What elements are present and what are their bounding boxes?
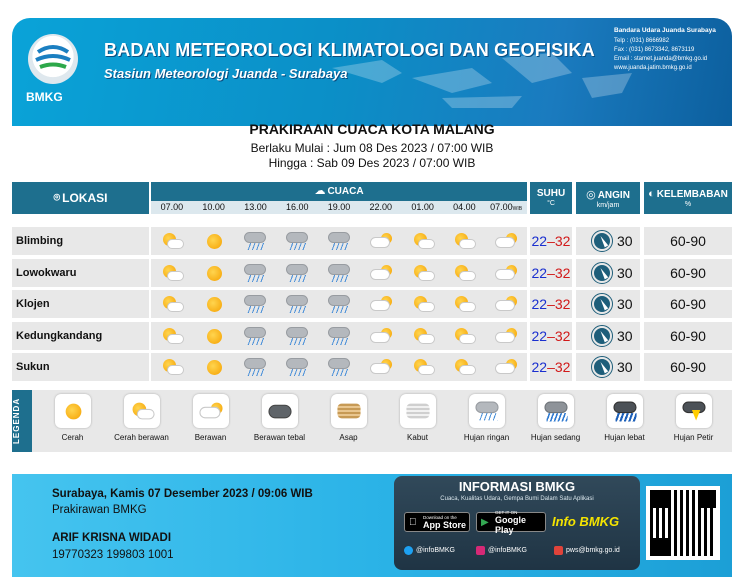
legend-item [383, 394, 452, 442]
hujan-ringan-icon [284, 357, 310, 377]
cerah-berawan-icon [159, 357, 185, 377]
time-slot: 07.00 [160, 202, 184, 212]
weather-cell [151, 322, 193, 350]
cerah-berawan-icon [159, 231, 185, 251]
weather-cell [402, 227, 444, 255]
weather-cell [318, 353, 360, 381]
weather-cell [318, 259, 360, 287]
weather-cell [485, 227, 527, 255]
twitter-link[interactable] [404, 546, 455, 555]
header-kelembaban-unit: % [684, 201, 692, 208]
row-kelembaban: 60-90 [644, 259, 732, 287]
legend-item-label: Hujan Petir [673, 433, 714, 442]
berawan-icon [368, 231, 394, 251]
table-row [12, 290, 732, 318]
legend-icon-box [193, 394, 229, 428]
weather-cell [151, 353, 193, 381]
legend-item [176, 394, 245, 442]
legend-icon-box [331, 394, 367, 428]
asap-icon [335, 401, 362, 422]
berawan-icon [197, 401, 224, 422]
legend-icon-box [607, 394, 643, 428]
weather-cell [360, 227, 402, 255]
row-lokasi: Lowokwaru [12, 259, 149, 287]
logo-text: BMKG [26, 90, 63, 104]
time-slot: 04.00 [453, 202, 476, 212]
apple-icon [409, 517, 417, 528]
row-kelembaban: 60-90 [644, 322, 732, 350]
row-weather [151, 353, 527, 381]
berawan-icon [368, 357, 394, 377]
contact-web: www.juanda.jatim.bmkg.go.id [614, 65, 692, 71]
legend-item [245, 394, 314, 442]
temp-min: 22 [531, 359, 548, 375]
forecaster-nip: 19770323 199803 1001 [52, 549, 174, 561]
hujan-ringan-icon [242, 263, 268, 283]
info-title: INFORMASI BMKG [458, 479, 576, 494]
weather-cell [485, 259, 527, 287]
hujan-ringan-icon [284, 263, 310, 283]
hujan-ringan-icon [242, 231, 268, 251]
legend-icon-box [538, 394, 574, 428]
table-row [12, 353, 732, 381]
legend-icon-box [469, 394, 505, 428]
temp-min: 22 [531, 264, 548, 281]
issued-date: Surabaya, Kamis 07 Desember 2023 / 09:06 WIB [52, 488, 313, 500]
legend-item-label: Cerah berawan [114, 433, 169, 442]
contact-email: Email : stamet.juanda@bmkg.go.id [614, 56, 708, 62]
weather-cell [151, 290, 193, 318]
weather-cell [151, 227, 193, 255]
weather-cell [235, 353, 277, 381]
forecaster-name: ARIF KRISNA WIDADI [52, 532, 172, 544]
weather-cell [443, 290, 485, 318]
header-suhu-label: SUHU [536, 188, 566, 199]
wind-speed: 30 [617, 264, 633, 281]
legend-item-label: Hujan ringan [463, 433, 510, 442]
cerah-berawan-icon [451, 263, 477, 283]
weather-cell [235, 259, 277, 287]
temp-max: 32 [554, 264, 571, 281]
compass-icon [592, 294, 612, 314]
header-kelembaban-label: KELEMBABAN [656, 189, 728, 200]
row-angin [576, 259, 640, 287]
kabut-icon [404, 401, 431, 422]
temp-max: 32 [554, 327, 571, 344]
hujan-petir-icon [680, 401, 707, 422]
wind-icon: ◎ [586, 189, 596, 201]
legend-item-label: Cerah [61, 433, 84, 442]
legend-icon-box [124, 394, 160, 428]
hujan-ringan-icon [326, 357, 352, 377]
cerah-icon [201, 231, 227, 251]
compass-icon [592, 326, 612, 346]
weather-cell [485, 353, 527, 381]
legend-item-label: Hujan sedang [530, 433, 581, 442]
row-angin [576, 227, 640, 255]
legend [12, 390, 732, 452]
footer [12, 474, 732, 577]
app-store-label: App Store [423, 519, 467, 530]
row-weather [151, 290, 527, 318]
play-icon: ▶ [481, 517, 489, 528]
weather-cell [360, 353, 402, 381]
app-store-badge[interactable] [404, 512, 470, 532]
google-play-badge[interactable] [476, 509, 546, 535]
time-slots [151, 201, 527, 214]
berawan-icon [493, 294, 519, 314]
weather-cell [360, 259, 402, 287]
weather-cell [485, 322, 527, 350]
row-weather [151, 322, 527, 350]
wind-speed: 30 [617, 296, 633, 312]
row-suhu: 22–32 [530, 259, 572, 287]
mail-icon [554, 546, 563, 555]
legend-item [38, 394, 107, 442]
weather-cell [402, 259, 444, 287]
berawan-icon [368, 263, 394, 283]
legend-icon-box [55, 394, 91, 428]
row-kelembaban: 60-90 [644, 353, 732, 381]
temp-max: 32 [554, 359, 571, 375]
instagram-link[interactable] [476, 546, 527, 555]
row-angin [576, 322, 640, 350]
weather-cell [318, 322, 360, 350]
cerah-berawan-icon [451, 357, 477, 377]
table-row [12, 322, 732, 350]
legend-item-label: Hujan lebat [604, 433, 645, 442]
temp-max: 32 [554, 296, 571, 312]
berawan-icon [493, 231, 519, 251]
weather-cell [276, 353, 318, 381]
weather-cell [402, 290, 444, 318]
header-cuaca [151, 182, 527, 214]
weather-cell [235, 227, 277, 255]
berawan-icon [493, 357, 519, 377]
legend-item-label: Berawan tebal [253, 433, 306, 442]
row-lokasi: Blimbing [12, 227, 149, 255]
hujan-ringan-icon [473, 401, 500, 422]
berawan-tebal-icon [266, 401, 293, 422]
time-slot: 19.00 [327, 202, 351, 212]
legend-items [38, 394, 732, 442]
humidity-icon: ◐ [648, 188, 655, 200]
berawan-icon [368, 294, 394, 314]
wind-speed: 30 [617, 233, 633, 249]
hujan-ringan-icon [326, 326, 352, 346]
contact-info [614, 26, 716, 73]
cerah-berawan-icon [159, 326, 185, 346]
legend-item [659, 394, 728, 442]
berawan-icon [493, 263, 519, 283]
qr-code [646, 486, 720, 560]
header-banner [12, 18, 732, 126]
cerah-berawan-icon [410, 326, 436, 346]
station-subtitle: Stasiun Meteorologi Juanda - Surabaya [104, 66, 348, 81]
header-suhu-unit: °C [547, 200, 555, 207]
contact-heading: Bandara Udara Juanda Surabaya [614, 27, 716, 34]
weather-cell [318, 227, 360, 255]
instagram-icon [476, 546, 485, 555]
header-cuaca-label: CUACA [327, 186, 364, 197]
row-angin [576, 353, 640, 381]
row-lokasi: Kedungkandang [12, 322, 149, 350]
weather-cell [402, 353, 444, 381]
info-bmkg-app-name: Info BMKG [552, 514, 620, 529]
weather-cell [402, 322, 444, 350]
cerah-berawan-icon [451, 231, 477, 251]
row-suhu: 22–32 [530, 322, 572, 350]
contact-telp: Telp : (031) 8666982 [614, 38, 670, 44]
temp-min: 22 [531, 296, 548, 312]
cerah-berawan-icon [410, 263, 436, 283]
legend-item-label: Berawan [194, 433, 227, 442]
email-link[interactable] [554, 546, 620, 555]
time-slot: 16.00 [285, 202, 309, 212]
legend-item [314, 394, 383, 442]
hujan-ringan-icon [284, 231, 310, 251]
forecast-title: PRAKIRAAN CUACA KOTA MALANG [249, 121, 495, 137]
google-play-label: Google Play [495, 514, 526, 535]
table-row [12, 227, 732, 255]
row-angin [576, 290, 640, 318]
cerah-berawan-icon [410, 357, 436, 377]
weather-cell [235, 290, 277, 318]
compass-icon [592, 357, 612, 377]
time-slot: 01.00 [411, 202, 434, 212]
legend-icon-box [400, 394, 436, 428]
google-play-small: GET IT ON [495, 509, 518, 515]
bmkg-logo [28, 34, 78, 84]
weather-cell [193, 322, 235, 350]
legend-icon-box [676, 394, 712, 428]
time-suffix: WIB [512, 206, 523, 212]
row-lokasi: Sukun [12, 353, 149, 381]
row-weather [151, 259, 527, 287]
legend-item [521, 394, 590, 442]
hujan-lebat-icon [611, 401, 638, 422]
weather-cell [318, 290, 360, 318]
weather-cell [443, 353, 485, 381]
hujan-ringan-icon [326, 263, 352, 283]
weather-cell [151, 259, 193, 287]
header-angin-unit: km/jam [596, 202, 620, 209]
hujan-ringan-icon [242, 294, 268, 314]
header-lokasi [12, 182, 149, 214]
weather-cell [443, 322, 485, 350]
row-kelembaban: 60-90 [644, 290, 732, 318]
weather-cell [276, 290, 318, 318]
cerah-icon [201, 294, 227, 314]
berawan-icon [368, 326, 394, 346]
time-slot: 13.00 [244, 202, 267, 212]
berawan-icon [493, 326, 519, 346]
weather-cell [443, 259, 485, 287]
legend-icon-box [262, 394, 298, 428]
location-pin-icon: ⌾ [53, 191, 61, 204]
row-kelembaban: 60-90 [644, 227, 732, 255]
row-suhu: 22–32 [530, 290, 572, 318]
temp-min: 22 [531, 233, 548, 249]
app-store-small: Download on the [423, 514, 457, 520]
row-weather [151, 227, 527, 255]
wind-speed: 30 [617, 359, 633, 375]
info-subtitle: Cuaca, Kualitas Udara, Gempa Bumi Dalam Satu Aplikasi [440, 496, 594, 502]
valid-from: Berlaku Mulai : Jum 08 Des 2023 / 07:00 WIB [250, 141, 494, 155]
twitter-handle: @infoBMKG [416, 547, 456, 554]
cerah-icon [201, 357, 227, 377]
weather-cell [360, 322, 402, 350]
weather-cell [276, 259, 318, 287]
temp-max: 32 [554, 233, 571, 249]
legend-label: LEGENDA [12, 390, 32, 452]
hujan-sedang-icon [542, 401, 569, 422]
compass-icon [592, 231, 612, 251]
cerah-icon [59, 401, 86, 422]
weather-cell [193, 353, 235, 381]
cerah-berawan-icon [451, 294, 477, 314]
cerah-icon [201, 326, 227, 346]
hujan-ringan-icon [242, 326, 268, 346]
cerah-berawan-icon [410, 294, 436, 314]
header-suhu [530, 182, 572, 214]
weather-cell [360, 290, 402, 318]
header-lokasi-label: LOKASI [62, 191, 108, 205]
legend-item [452, 394, 521, 442]
cerah-berawan-icon [128, 401, 155, 422]
row-lokasi: Klojen [12, 290, 149, 318]
weather-cloud-icon: ☁ [314, 185, 326, 197]
legend-item [590, 394, 659, 442]
forecaster-role: Prakirawan BMKG [52, 504, 147, 516]
weather-cell [193, 290, 235, 318]
cerah-berawan-icon [159, 263, 185, 283]
legend-item-label: Kabut [407, 433, 428, 442]
weather-cell [193, 227, 235, 255]
instagram-handle: @infoBMKG [488, 547, 528, 554]
weather-cell [235, 322, 277, 350]
time-slot: 07.00WIB [490, 202, 523, 212]
weather-cell [276, 227, 318, 255]
time-slot: 22.00 [369, 202, 393, 212]
hujan-ringan-icon [326, 294, 352, 314]
twitter-icon [404, 546, 413, 555]
email-address: pws@bmkg.go.id [566, 547, 620, 554]
wind-speed: 30 [617, 327, 633, 344]
hujan-ringan-icon [284, 326, 310, 346]
row-suhu: 22–32 [530, 227, 572, 255]
weather-cell [276, 322, 318, 350]
weather-cell [193, 259, 235, 287]
header-kelembaban [644, 182, 732, 214]
hujan-ringan-icon [242, 357, 268, 377]
compass-icon [592, 263, 612, 283]
legend-item-label: Asap [339, 433, 358, 442]
cerah-berawan-icon [451, 326, 477, 346]
row-suhu: 22–32 [530, 353, 572, 381]
cerah-berawan-icon [410, 231, 436, 251]
header-angin [576, 182, 640, 214]
time-slot: 10.00 [202, 202, 225, 212]
weather-cell [485, 290, 527, 318]
agency-title: BADAN METEOROLOGI KLIMATOLOGI DAN GEOFISIKA [104, 40, 595, 60]
hujan-ringan-icon [326, 231, 352, 251]
info-bmkg-panel [394, 476, 640, 570]
cerah-icon [201, 263, 227, 283]
cerah-berawan-icon [159, 294, 185, 314]
legend-item [107, 394, 176, 442]
contact-fax: Fax : (031) 8673342, 8673119 [614, 47, 695, 53]
table-row [12, 259, 732, 287]
temp-min: 22 [531, 327, 548, 344]
header-angin-label: ANGIN [597, 190, 630, 201]
weather-cell [443, 227, 485, 255]
valid-until: Hingga : Sab 09 Des 2023 / 07:00 WIB [268, 156, 476, 170]
hujan-ringan-icon [284, 294, 310, 314]
